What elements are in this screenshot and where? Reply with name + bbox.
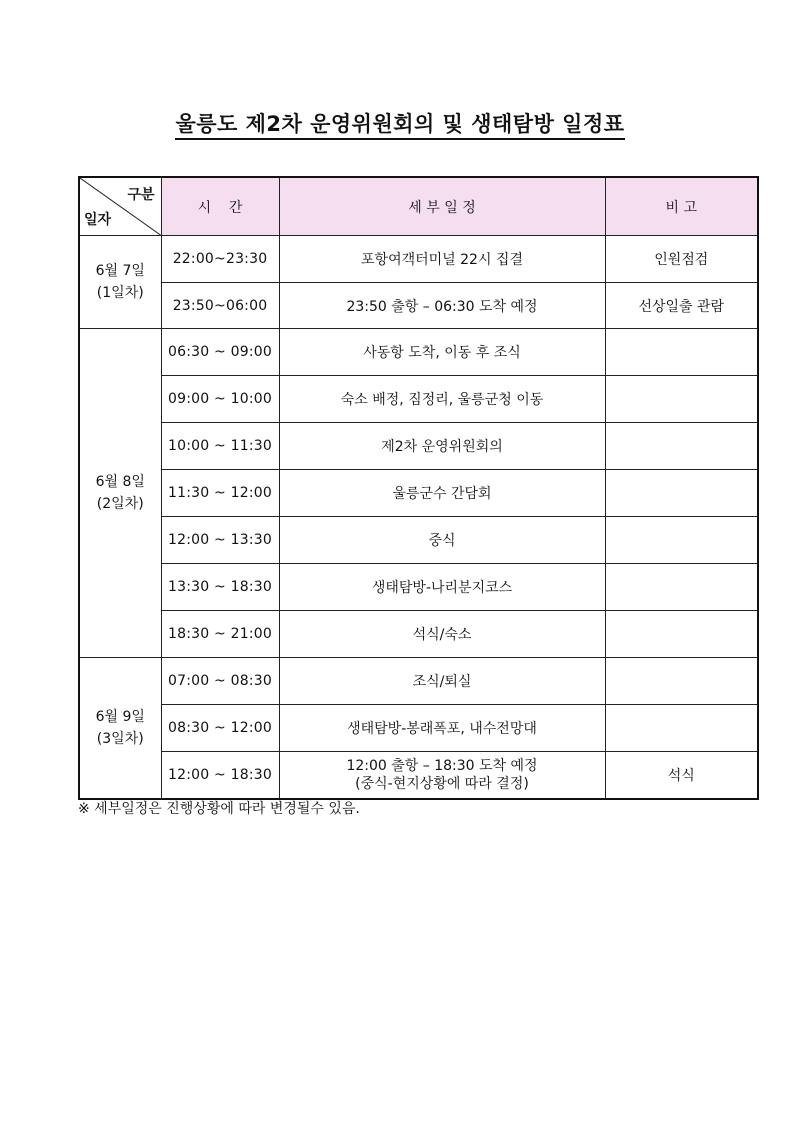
detail-cell: 23:50 출항 – 06:30 도착 예정 xyxy=(279,283,605,329)
time-cell: 13:30 ~ 18:30 xyxy=(161,564,279,611)
note-cell xyxy=(605,423,758,470)
day-date: 6월 8일 xyxy=(95,474,145,490)
page-title xyxy=(0,108,800,138)
detail-cell: 제2차 운영위원회의 xyxy=(279,423,605,470)
note-cell xyxy=(605,611,758,658)
day-label: (3일차) xyxy=(96,730,144,747)
footnote: ※ 세부일정은 진행상황에 따라 변경될수 있음. xyxy=(78,801,360,817)
day-cell xyxy=(79,658,161,799)
header-note: 비 고 xyxy=(605,177,758,236)
table-row xyxy=(79,705,758,752)
note-cell xyxy=(605,376,758,423)
schedule-table xyxy=(78,176,759,800)
note-cell xyxy=(605,517,758,564)
time-cell: 06:30 ~ 09:00 xyxy=(161,329,279,376)
header-detail: 세 부 일 정 xyxy=(279,177,605,236)
detail-cell xyxy=(279,752,605,799)
day-cell xyxy=(79,329,161,658)
header-category-label: 구분 xyxy=(127,187,155,203)
time-cell: 08:30 ~ 12:00 xyxy=(161,705,279,752)
table-row xyxy=(79,752,758,799)
note-cell: 인원점검 xyxy=(605,236,758,283)
table-row xyxy=(79,329,758,376)
table-row xyxy=(79,517,758,564)
table-row xyxy=(79,564,758,611)
header-time: 시 간 xyxy=(161,177,279,236)
detail-cell: 생태탐방-나리분지코스 xyxy=(279,564,605,611)
note-cell xyxy=(605,658,758,705)
day-label: (1일차) xyxy=(96,285,144,301)
day-cell xyxy=(79,236,161,329)
detail-cell: 숙소 배정, 짐정리, 울릉군청 이동 xyxy=(279,376,605,423)
table-row xyxy=(79,611,758,658)
table-header-row xyxy=(79,177,758,236)
detail-cell: 울릉군수 간담회 xyxy=(279,470,605,517)
detail-cell: 생태탐방-봉래폭포, 내수전망대 xyxy=(279,705,605,752)
time-cell: 09:00 ~ 10:00 xyxy=(161,376,279,423)
header-date-label: 일자 xyxy=(84,212,112,228)
time-cell: 23:50~06:00 xyxy=(161,283,279,329)
time-cell: 18:30 ~ 21:00 xyxy=(161,611,279,658)
table-row xyxy=(79,376,758,423)
note-cell: 석식 xyxy=(605,752,758,799)
time-cell: 22:00~23:30 xyxy=(161,236,279,283)
time-cell: 11:30 ~ 12:00 xyxy=(161,470,279,517)
time-cell: 12:00 ~ 13:30 xyxy=(161,517,279,564)
detail-cell: 중식 xyxy=(279,517,605,564)
time-cell: 07:00 ~ 08:30 xyxy=(161,658,279,705)
detail-line: 12:00 출항 – 18:30 도착 예정 xyxy=(346,757,538,774)
table-row xyxy=(79,658,758,705)
time-cell: 10:00 ~ 11:30 xyxy=(161,423,279,470)
table-row xyxy=(79,236,758,283)
note-cell xyxy=(605,329,758,376)
detail-line: (중식-현지상황에 따라 결정) xyxy=(355,775,529,792)
day-date: 6월 9일 xyxy=(95,708,145,725)
note-cell xyxy=(605,470,758,517)
note-cell: 선상일출 관람 xyxy=(605,283,758,329)
detail-cell: 석식/숙소 xyxy=(279,611,605,658)
table-row xyxy=(79,423,758,470)
day-label: (2일차) xyxy=(96,496,144,512)
note-cell xyxy=(605,705,758,752)
time-cell: 12:00 ~ 18:30 xyxy=(161,752,279,799)
table-row xyxy=(79,470,758,517)
detail-cell: 사동항 도착, 이동 후 조식 xyxy=(279,329,605,376)
header-corner-cell xyxy=(79,177,161,236)
detail-cell: 포항여객터미널 22시 집결 xyxy=(279,236,605,283)
note-cell xyxy=(605,564,758,611)
detail-cell: 조식/퇴실 xyxy=(279,658,605,705)
table-row xyxy=(79,283,758,329)
day-date: 6월 7일 xyxy=(95,263,145,279)
page-title-text: 울릉도 제2차 운영위원회의 및 생태탐방 일정표 xyxy=(175,112,624,140)
